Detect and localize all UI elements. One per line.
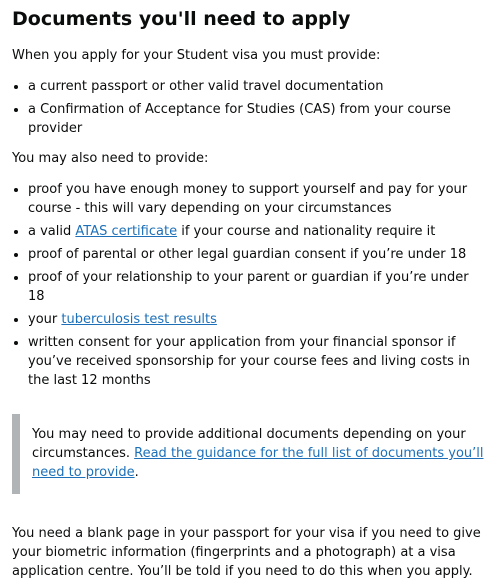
list-item: • proof of your relationship to your parent or guardian if you’re under 18 [28,268,486,306]
list-item-text: if your course and nationality require it [177,224,436,239]
may-also-intro: You may also need to provide: [12,151,209,166]
full-documents-guidance-link[interactable]: Read the guidance for the full list of documents you’ll need to provide [32,446,484,480]
list-item [28,310,486,329]
list-item: • proof of parental or other legal guardian consent if you’re under 18 [28,245,486,264]
tuberculosis-test-link[interactable]: tuberculosis test results [61,312,217,327]
list-item: • a Confirmation of Acceptance for Studies (CAS) from your course provider [28,100,486,138]
must-provide-intro: When you apply for your Student visa you must provide: [12,48,381,63]
list-item-text: a valid [28,224,76,239]
blank-page-paragraph: You need a blank page in your passport for your visa if you need to give your biometric information (fingerprints and a photograph) at a visa application centre. You’ll be told if you need to do this when you apply. [12,526,481,579]
inset-notice [12,414,486,494]
inset-body: You may need to provide additional documents depending on your circumstances. [32,427,466,461]
atas-certificate-link[interactable]: ATAS certificate [75,224,178,239]
list-item-text: your [28,312,62,327]
inset-period: . [134,465,139,480]
list-item: • a current passport or other valid travel documentation [28,77,486,96]
list-item: • written consent for your application from your financial sponsor if you’ve received sponsorship for your course fees and living costs in the last 12 months [28,333,486,390]
may-also-list [12,180,486,390]
list-item [28,222,486,241]
section-heading: Documents you'll need to apply [12,8,351,30]
must-provide-list [12,77,486,138]
list-item: • proof you have enough money to support yourself and pay for your course - this will vary depending on your circumstances [28,180,486,218]
inset-text [32,425,486,482]
